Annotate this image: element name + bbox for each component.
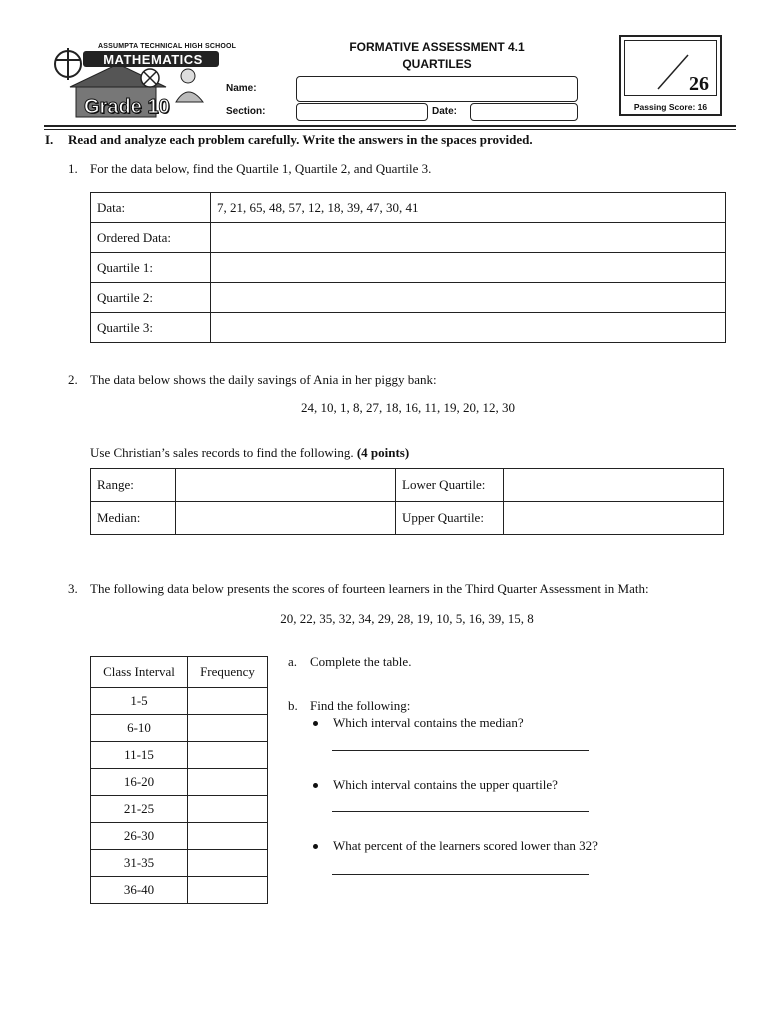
table-row: [91, 193, 726, 223]
section-field[interactable]: [296, 103, 428, 121]
q1-answer-cell[interactable]: [211, 313, 726, 343]
part-a-letter: a.: [288, 654, 298, 669]
section-label: Section:: [226, 106, 266, 117]
q2-use-label: Use Christian’s sales records to find the following.: [90, 445, 354, 460]
part-b-text: Find the following:: [310, 698, 411, 713]
bullet-icon: [313, 844, 318, 849]
score-slash-icon: [655, 53, 691, 91]
table-row: [91, 313, 726, 343]
q2-data: 24, 10, 1, 8, 27, 18, 16, 11, 19, 20, 12, 30: [300, 400, 516, 415]
total-score: 26: [689, 73, 709, 95]
table-row: [91, 769, 268, 796]
table-row: [91, 688, 268, 715]
q1-row-label: Quartile 2:: [91, 283, 211, 313]
page-subtitle: QUARTILES: [402, 57, 472, 71]
table-row: [91, 469, 724, 502]
range-answer-cell[interactable]: [176, 469, 396, 502]
interval-cell: 6-10: [91, 715, 188, 742]
median-label: Median:: [91, 502, 176, 535]
table-row: [91, 502, 724, 535]
instructions-text: Read and analyze each problem carefully. Write the answers in the spaces provided.: [68, 132, 533, 147]
q1-answer-cell[interactable]: [211, 223, 726, 253]
q2-number: 2.: [68, 372, 78, 387]
bullet-question-percent: What percent of the learners scored lower than 32?: [333, 838, 598, 853]
interval-cell: 26-30: [91, 823, 188, 850]
part-b-letter: b.: [288, 698, 298, 713]
header-divider-thin: [44, 129, 736, 130]
date-field[interactable]: [470, 103, 578, 121]
q2-points: (4 points): [356, 445, 410, 460]
class-interval-header: Class Interval: [91, 657, 188, 688]
grade-banner: Grade 10: [84, 96, 170, 118]
table-row: [91, 223, 726, 253]
table-row: [91, 823, 268, 850]
q2-table: [90, 468, 724, 535]
q2-use-text: [90, 445, 409, 461]
frequency-header: Frequency: [188, 657, 268, 688]
interval-cell: 21-25: [91, 796, 188, 823]
frequency-answer-cell[interactable]: [188, 823, 268, 850]
frequency-answer-cell[interactable]: [188, 769, 268, 796]
q1-table: [90, 192, 726, 343]
answer-line-percent[interactable]: [332, 874, 589, 875]
lower-quartile-label: Lower Quartile:: [396, 469, 504, 502]
part-a-text: Complete the table.: [310, 654, 412, 669]
interval-cell: 1-5: [91, 688, 188, 715]
q1-data-values: 7, 21, 65, 48, 57, 12, 18, 39, 47, 30, 41: [211, 193, 726, 223]
date-label: Date:: [432, 106, 458, 117]
name-field[interactable]: [296, 76, 578, 102]
instructions-number: I.: [45, 132, 54, 147]
interval-cell: 31-35: [91, 850, 188, 877]
passing-score: Passing Score: 16: [633, 102, 708, 112]
interval-cell: 16-20: [91, 769, 188, 796]
range-label: Range:: [91, 469, 176, 502]
table-row: [91, 877, 268, 904]
bullet-icon: [313, 783, 318, 788]
q1-answer-cell[interactable]: [211, 283, 726, 313]
answer-line-upper-quartile[interactable]: [332, 811, 589, 812]
frequency-answer-cell[interactable]: [188, 850, 268, 877]
q1-number: 1.: [68, 161, 78, 176]
q1-row-label: Quartile 1:: [91, 253, 211, 283]
bullet-question-median: Which interval contains the median?: [333, 715, 524, 730]
frequency-answer-cell[interactable]: [188, 877, 268, 904]
q1-row-label: Ordered Data:: [91, 223, 211, 253]
table-row: [91, 850, 268, 877]
interval-cell: 11-15: [91, 742, 188, 769]
table-row: [91, 657, 268, 688]
bullet-question-upper-quartile: Which interval contains the upper quartile?: [333, 777, 558, 792]
table-row: [91, 283, 726, 313]
q3-number: 3.: [68, 581, 78, 596]
q2-prompt: The data below shows the daily savings of Ania in her piggy bank:: [90, 372, 437, 387]
page-title: FORMATIVE ASSESSMENT 4.1: [349, 40, 525, 54]
upper-quartile-answer-cell[interactable]: [504, 502, 724, 535]
q1-answer-cell[interactable]: [211, 253, 726, 283]
table-row: [91, 715, 268, 742]
table-row: [91, 796, 268, 823]
answer-line-median[interactable]: [332, 750, 589, 751]
frequency-answer-cell[interactable]: [188, 796, 268, 823]
name-label: Name:: [226, 83, 257, 94]
q1-prompt: For the data below, find the Quartile 1, Quartile 2, and Quartile 3.: [90, 161, 432, 176]
median-answer-cell[interactable]: [176, 502, 396, 535]
frequency-table: [90, 656, 268, 904]
upper-quartile-label: Upper Quartile:: [396, 502, 504, 535]
table-row: [91, 742, 268, 769]
q3-prompt: The following data below presents the scores of fourteen learners in the Third Quarter Assessment in Math:: [90, 581, 649, 596]
school-name: ASSUMPTA TECHNICAL HIGH SCHOOL: [98, 43, 237, 50]
interval-cell: 36-40: [91, 877, 188, 904]
lower-quartile-answer-cell[interactable]: [504, 469, 724, 502]
score-box: [619, 35, 722, 116]
frequency-answer-cell[interactable]: [188, 715, 268, 742]
q3-data: 20, 22, 35, 32, 34, 29, 28, 19, 10, 5, 16, 39, 15, 8: [280, 611, 534, 626]
bullet-icon: [313, 721, 318, 726]
q1-row-label: Quartile 3:: [91, 313, 211, 343]
q1-row-label: Data:: [91, 193, 211, 223]
frequency-answer-cell[interactable]: [188, 688, 268, 715]
header-divider: [44, 125, 736, 127]
subject-banner: MATHEMATICS: [103, 52, 203, 67]
table-row: [91, 253, 726, 283]
frequency-answer-cell[interactable]: [188, 742, 268, 769]
